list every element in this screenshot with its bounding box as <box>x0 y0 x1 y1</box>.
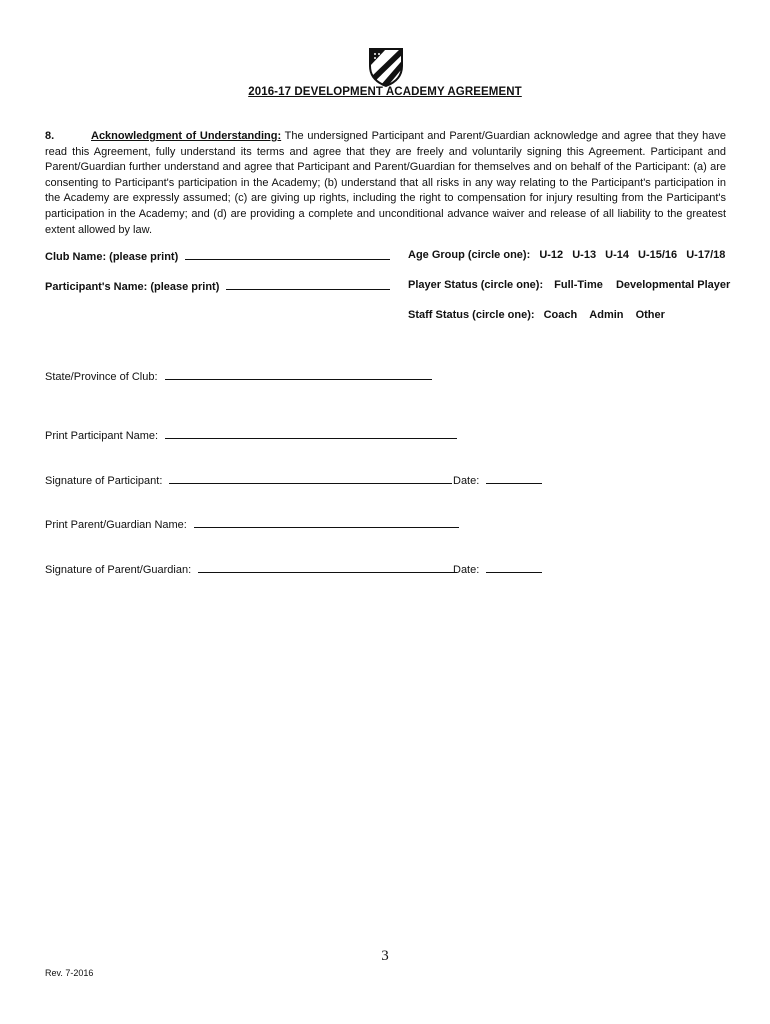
print-participant-label: Print Participant Name: <box>45 430 159 442</box>
age-group-row <box>408 249 725 261</box>
age-group-option-u15-16[interactable]: U-15/16 <box>638 249 678 261</box>
print-guardian-label: Print Parent/Guardian Name: <box>45 519 187 531</box>
participant-date-field[interactable] <box>486 473 542 484</box>
age-group-option-u17-18[interactable]: U-17/18 <box>686 249 726 261</box>
age-group-option-u13[interactable]: U-13 <box>572 249 597 261</box>
staff-status-option-admin[interactable]: Admin <box>589 309 624 321</box>
player-status-row <box>408 279 730 291</box>
signature-participant-label: Signature of Participant: <box>45 475 163 487</box>
state-province-field[interactable] <box>165 369 432 380</box>
guardian-date-field[interactable] <box>486 562 542 573</box>
signature-guardian-field[interactable] <box>198 562 457 573</box>
document-title: 2016-17 DEVELOPMENT ACADEMY AGREEMENT <box>248 86 522 98</box>
print-participant-row <box>45 428 457 442</box>
signature-participant-field[interactable] <box>169 473 452 484</box>
club-name-field[interactable] <box>185 249 390 260</box>
section-body: The undersigned Participant and Parent/Guardian acknowledge and agree that they have read this Agreement, fully understand its terms and agree that they are freely and voluntarily signing this Agreement. Participant and Parent/Guardian further understand and agree that Participant and Parent/Guardian for themselves and on behalf of the Participant: (a) are consenting to Participant's participation in the Academy; (b) understand that all risks in any way relating to the Participant's participation in the Academy are expressly assumed; (c) are giving up rights, including the right to compensation for injury resulting from the Participant's participation in the Academy; and (d) are providing a complete and unconditional advance waiver and release of all liability to the greatest extent allowed by law. <box>45 130 727 236</box>
staff-status-row <box>408 309 665 321</box>
participant-date-label: Date: <box>453 475 480 487</box>
signature-guardian-label: Signature of Parent/Guardian: <box>45 564 192 576</box>
club-name-label: Club Name: (please print) <box>45 251 179 263</box>
club-name-row <box>45 249 390 263</box>
staff-status-option-coach[interactable]: Coach <box>543 309 578 321</box>
staff-status-label: Staff Status (circle one): <box>408 309 535 321</box>
section-heading: Acknowledgment of Understanding: <box>91 130 282 142</box>
signature-participant-row <box>45 473 452 487</box>
page-number: 3 <box>381 948 389 964</box>
print-guardian-field[interactable] <box>194 517 459 528</box>
participant-name-row <box>45 279 390 293</box>
participant-name-label: Participant's Name: (please print) <box>45 281 220 293</box>
player-status-label: Player Status (circle one): <box>408 279 544 291</box>
print-guardian-row <box>45 517 459 531</box>
participant-name-field[interactable] <box>226 279 390 290</box>
age-group-option-u12[interactable]: U-12 <box>539 249 564 261</box>
signature-guardian-row <box>45 562 457 576</box>
staff-status-option-other[interactable]: Other <box>635 309 665 321</box>
participant-date-row <box>453 473 542 487</box>
section-number: 8. <box>45 130 55 142</box>
print-participant-field[interactable] <box>165 428 457 439</box>
age-group-option-u14[interactable]: U-14 <box>605 249 629 261</box>
shield-crest-icon <box>366 46 406 88</box>
state-province-row <box>45 369 432 383</box>
player-status-option-developmental[interactable]: Developmental Player <box>615 279 731 291</box>
guardian-date-label: Date: <box>453 564 480 576</box>
guardian-date-row <box>453 562 542 576</box>
acknowledgment-paragraph <box>45 129 726 238</box>
state-province-label: State/Province of Club: <box>45 371 158 383</box>
player-status-option-full-time[interactable]: Full-Time <box>554 279 603 291</box>
age-group-label: Age Group (circle one): <box>408 249 531 261</box>
revision-label: Rev. 7-2016 <box>45 968 94 978</box>
